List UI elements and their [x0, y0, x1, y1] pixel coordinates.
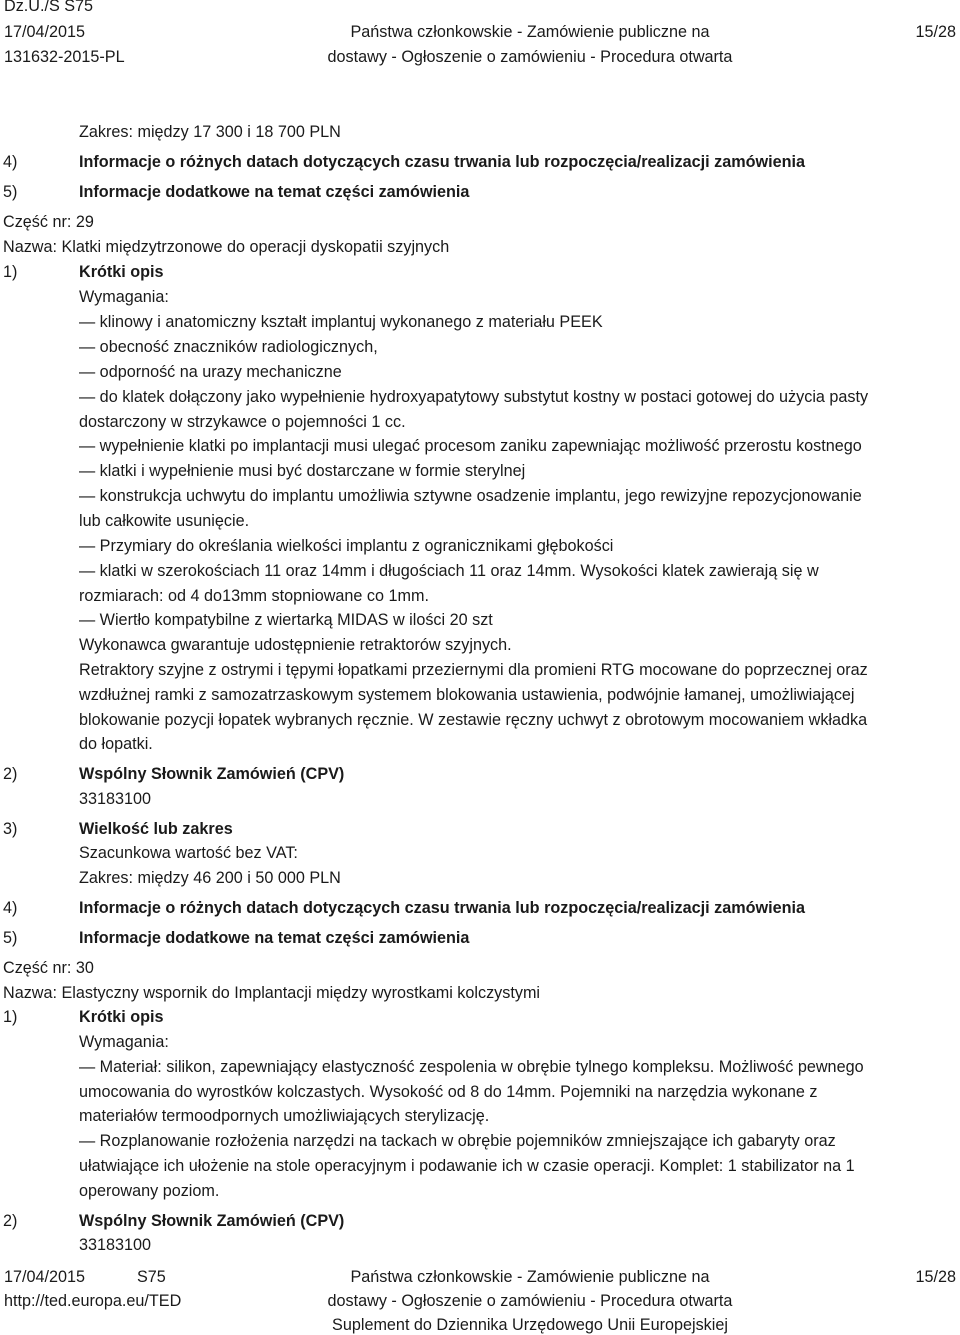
section-title: Informacje dodatkowe na temat części zamówienia: [79, 183, 470, 201]
section-number: 5): [3, 929, 18, 947]
requirement-item: ułatwiające ich ułożenie na stole operacyjnym i podawanie ich w czasie operacji. Komplet: 1 stabilizator na 1: [79, 1157, 855, 1175]
requirements-label: Wymagania:: [79, 1033, 169, 1051]
section-title: Wspólny Słownik Zamówień (CPV): [79, 765, 345, 783]
part-number: Część nr: 29: [3, 213, 94, 231]
section-title: Informacje o różnych datach dotyczących czasu trwania lub rozpoczęcia/realizacji zamówienia: [79, 899, 805, 917]
footer-series: S75: [137, 1268, 166, 1286]
requirement-item: materiałów termoodpornych umożliwiających sterylizację.: [79, 1107, 490, 1125]
requirement-item: blokowanie pozycji łopatek wybranych ręcznie. W zestawie ręczny uchwyt z obrotowym mocowaniem wkładka: [79, 711, 868, 729]
section-number: 1): [3, 1008, 18, 1026]
requirement-item: — Przymiary do określania wielkości implantu z ogranicznikami głębokości: [79, 537, 614, 555]
footer-date: 17/04/2015: [4, 1268, 86, 1286]
requirement-item: — Rozplanowanie rozłożenia narzędzi na tackach w obrębie pojemników zmniejszające ich gabaryty oraz: [79, 1132, 836, 1150]
cpv-code: 33183100: [79, 790, 152, 808]
header-title-line1: Państwa członkowskie - Zamówienie publiczne na: [350, 23, 710, 41]
estimated-value-label: Szacunkowa wartość bez VAT:: [79, 844, 298, 862]
footer-title-line2: dostawy - Ogłoszenie o zamówieniu - Procedura otwarta: [327, 1292, 733, 1310]
header-notice-number: 131632-2015-PL: [4, 48, 125, 66]
requirement-item: — wypełnienie klatki po implantacji musi ulegać procesom zaniku zapewniając możliwość przerostu kostnego: [79, 437, 862, 455]
footer-page-number: 15/28: [915, 1268, 956, 1286]
part-number: Część nr: 30: [3, 959, 94, 977]
section-number: 4): [3, 153, 18, 171]
requirement-item: — klatki i wypełnienie musi być dostarczane w formie sterylnej: [79, 462, 526, 480]
section-title: Informacje dodatkowe na temat części zamówienia: [79, 929, 470, 947]
section-title: Krótki opis: [79, 1008, 164, 1026]
requirement-item: lub całkowite usunięcie.: [79, 512, 250, 530]
section-title: Wspólny Słownik Zamówień (CPV): [79, 1212, 345, 1230]
header-page-number: 15/28: [915, 23, 956, 41]
header-date: 17/04/2015: [4, 23, 86, 41]
requirement-item: wzdłużnej ramki z samozatrzaskowym systemem blokowania ustawienia, podwójnie łamanej, umożliwiającej: [79, 686, 855, 704]
section-number: 2): [3, 765, 18, 783]
section-number: 5): [3, 183, 18, 201]
footer-title-line3: Suplement do Dziennika Urzędowego Unii Europejskiej: [332, 1316, 728, 1334]
footer-title-line1: Państwa członkowskie - Zamówienie publiczne na: [350, 1268, 710, 1286]
section-title: Informacje o różnych datach dotyczących czasu trwania lub rozpoczęcia/realizacji zamówienia: [79, 153, 805, 171]
requirement-item: — Wiertło kompatybilne z wiertarką MIDAS w ilości 20 szt: [79, 611, 493, 629]
range-text: Zakres: między 17 300 i 18 700 PLN: [79, 123, 341, 141]
requirement-item: — konstrukcja uchwytu do implantu umożliwia sztywne osadzenie implantu, jego rewizyjne repozycjonowanie: [79, 487, 862, 505]
requirement-item: operowany poziom.: [79, 1182, 220, 1200]
requirement-item: — klinowy i anatomiczny kształt implantuj wykonanego z materiału PEEK: [79, 313, 603, 331]
requirement-item: — obecność znaczników radiologicznych,: [79, 338, 378, 356]
requirement-item: Wykonawca gwarantuje udostępnienie retraktorów szyjnych.: [79, 636, 512, 654]
part-name: Nazwa: Elastyczny wspornik do Implantacji między wyrostkami kolczystymi: [3, 984, 541, 1002]
section-title: Wielkość lub zakres: [79, 820, 233, 838]
section-number: 2): [3, 1212, 18, 1230]
requirement-item: umocowania do wyrostków kolczastych. Wysokość od 8 do 14mm. Pojemniki na narzędzia wykonane z: [79, 1083, 818, 1101]
requirement-item: — klatki w szerokościach 11 oraz 14mm i długościach 11 oraz 14mm. Wysokości klatek zawierają się w: [79, 562, 819, 580]
requirement-item: do łopatki.: [79, 735, 153, 753]
requirements-label: Wymagania:: [79, 288, 169, 306]
section-title: Krótki opis: [79, 263, 164, 281]
cpv-code: 33183100: [79, 1236, 152, 1254]
section-number: 4): [3, 899, 18, 917]
requirement-item: — odporność na urazy mechaniczne: [79, 363, 342, 381]
requirement-item: rozmiarach: od 4 do13mm stopniowane co 1mm.: [79, 587, 429, 605]
part-name: Nazwa: Klatki międzytrzonowe do operacji dyskopatii szyjnych: [3, 238, 450, 256]
section-number: 1): [3, 263, 18, 281]
requirement-item: — do klatek dołączony jako wypełnienie hydroxyapatytowy substytut kostny w postaci gotowej do użycia pasty: [79, 388, 869, 406]
requirement-item: — Materiał: silikon, zapewniający elastyczność zespolenia w obrębie tylnego kompleksu. Możliwość pewnego: [79, 1058, 864, 1076]
range-text: Zakres: między 46 200 i 50 000 PLN: [79, 869, 341, 887]
section-number: 3): [3, 820, 18, 838]
header-title-line2: dostawy - Ogłoszenie o zamówieniu - Procedura otwarta: [327, 48, 733, 66]
header-publication: Dz.U./S S75: [4, 0, 94, 15]
footer-url-link[interactable]: http://ted.europa.eu/TED: [4, 1292, 182, 1310]
requirement-item: Retraktory szyjne z ostrymi i tępymi łopatkami przeziernymi dla promieni RTG mocowane do poprzecznej oraz: [79, 661, 868, 679]
requirement-item: dostarczony w strzykawce o pojemności 1 cc.: [79, 413, 406, 431]
